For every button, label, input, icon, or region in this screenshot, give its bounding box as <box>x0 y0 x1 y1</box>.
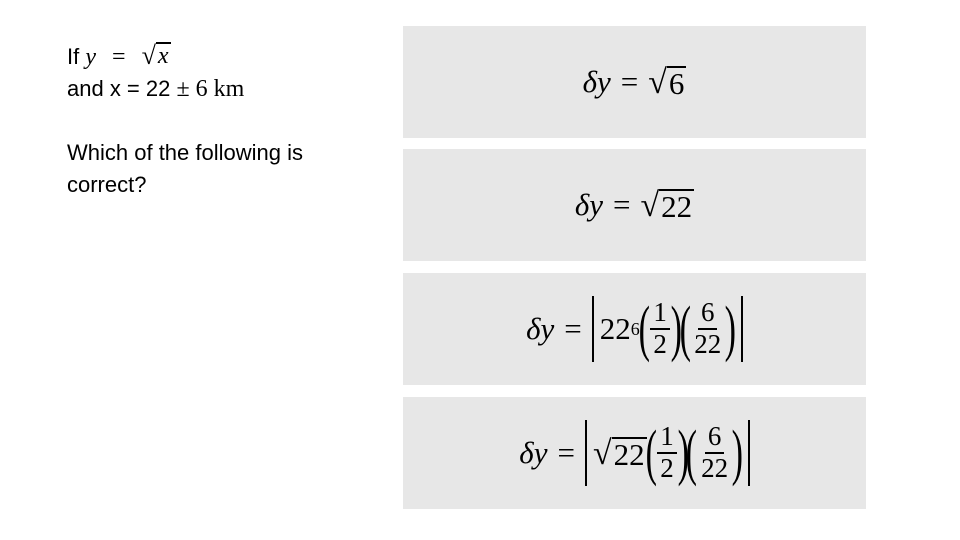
answer-choice-4[interactable]: δ y = √ 22 ( $\frac{1}{2}$ ) ( $\frac{6}{22}$ ) <box>403 397 866 509</box>
question-line-1 <box>67 40 387 73</box>
answer-choice-3[interactable]: δ y = 22 6 ( $\frac{1}{2}$ ) ( $\frac{6}{22}$ ) <box>403 273 866 385</box>
question-equation: y = √ x <box>85 41 169 71</box>
absolute-value: 22 6 ( $\frac{1}{2}$ ) ( $\frac{6}{22}$ ) <box>592 296 743 362</box>
answer-choice-1[interactable]: δ y = √ 6 <box>403 26 866 138</box>
absolute-value: √ 22 ( $\frac{1}{2}$ ) ( $\frac{6}{22}$ ) <box>585 420 750 486</box>
fraction: $\frac{1}{2}$ <box>655 422 679 483</box>
question-line-2: and x = 22 ± 6 km <box>67 76 245 103</box>
question-prompt: Which of the following is correct? <box>67 140 303 198</box>
fraction: $\frac{6}{22}$ <box>694 297 722 359</box>
question-text <box>67 40 387 201</box>
answer-choice-2[interactable]: δ y = √ 22 <box>403 149 866 261</box>
question-if: If <box>67 44 80 70</box>
fraction: $\frac{1}{2}$ <box>648 298 672 359</box>
fraction: $\frac{6}{22}$ <box>701 421 729 483</box>
